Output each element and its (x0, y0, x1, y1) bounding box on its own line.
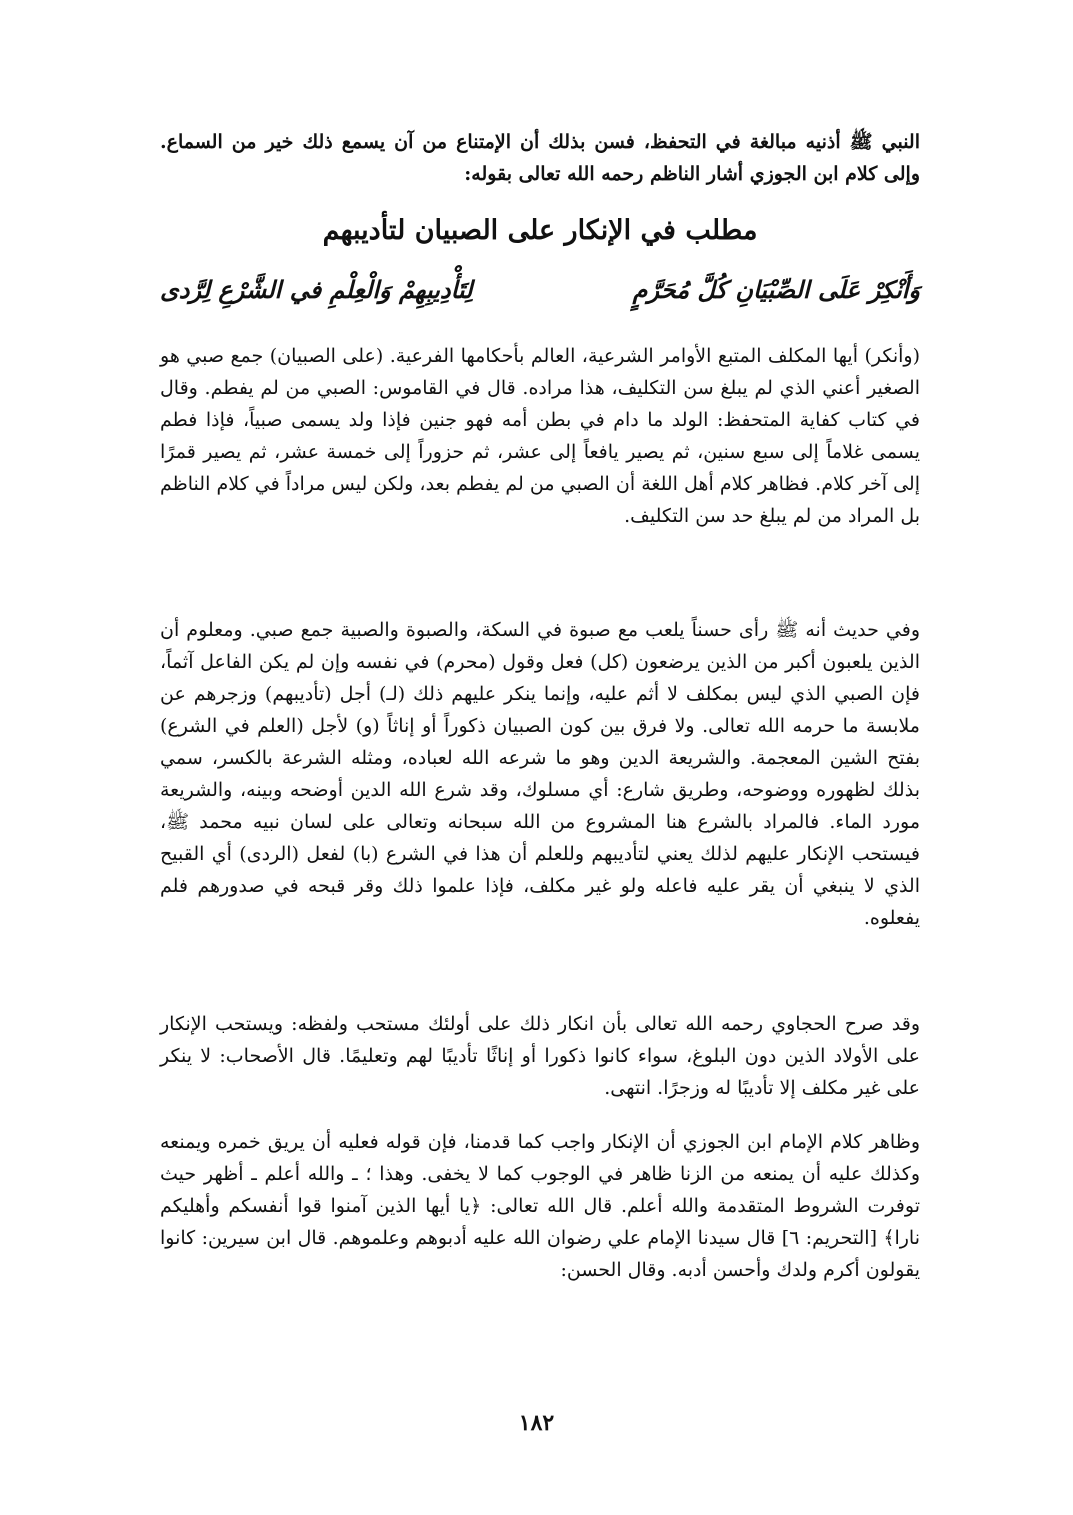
verse-first-hemistich: وَأَنْكِرْ عَلَى الصِّبْيَانِ كُلَّ مُحَرَّمٍ (632, 275, 920, 304)
paragraph-definition: (وأنكر) أيها المكلف المتبع الأوامر الشرعية، العالم بأحكامها الفرعية. (على الصبيان) جمع صبي هو الصغير أعني الذي لم يبلغ سن التكليف، هذا مراده. قال في القاموس: الصبي من لم يفطم. وقال في كتاب كفاية المتحفظ: الولد ما دام في بطن أمه فهو جنين فإذا ولد يسمى صبياً، فإذا فطم يسمى غلاماً إلى سبع سنين، ثم يصير يافعاً إلى عشر، ثم حزوراً إلى خمسة عشر، ثم يصير قمرًا إلى آخر كلام. فظاهر كلام أهل اللغة أن الصبي من لم يفطم بعد، ولكن ليس مراداً في كلام الناظم بل المراد من لم يبلغ حد سن التكليف. (160, 345, 920, 527)
verse-second-hemistich: لِتَأْدِيبِهِمْ وَالْعِلْمِ في الشَّرْعِ لِرَّدى (160, 275, 473, 304)
poem-verse (160, 275, 920, 304)
paragraph-hajjawi: وقد صرح الحجاوي رحمه الله تعالى بأن انكار ذلك على أولئك مستحب ولفظه: ويستحب الإنكار على الأولاد الذين دون البلوغ، سواء كانوا ذكورا أو إناثًا تأديبًا لهم وتعليمًا. قال الأصحاب: لا ينكر على غير مكلف إلا تأديبًا له وزجرًا. انتهى. (160, 1013, 920, 1099)
section-heading: مطلب في الإنكار على الصبيان لتأديبهم (322, 215, 758, 246)
paragraph-ibn-jawzi: وظاهر كلام الإمام ابن الجوزي أن الإنكار واجب كما قدمنا، فإن قوله فعليه أن يريق خمره ويمنعه وكذلك عليه أن يمنعه من الزنا ظاهر في الوجوب كما لا يخفى. وهذا ؛ ـ والله أعلم ـ أظهر حيث توفرت الشروط المتقدمة والله أعلم. قال الله تعالى: ﴿يا أيها الذين آمنوا قوا أنفسكم وأهليكم نارا﴾ [التحريم: ٦] قال سيدنا الإمام علي رضوان الله عليه أدبوهم وعلموهم. قال ابن سيرين: كانوا يقولون أكرم ولدك وأحسن أدبه. وقال الحسن: (160, 1131, 921, 1281)
paragraph-hadith: وفي حديث أنه ﷺ رأى حسناً يلعب مع صبوة في السكة، والصبوة والصبية جمع صبي. ومعلوم أن الذين يلعبون أكبر من الذين يرضعون (كل) فعل وقول (محرم) في نفسه وإن لم يكن الفاعل آثماً، فإن الصبي الذي ليس بمكلف لا أثم عليه، وإنما ينكر عليهم ذلك (لـ) أجل (تأديبهم) وزجرهم عن ملابسة ما حرمه الله تعالى. ولا فرق بين كون الصبيان ذكوراً أو إناثاً (و) لأجل (العلم في الشرع) بفتح الشين المعجمة. والشريعة الدين وهو ما شرعه الله لعباده، ومثله الشرعة بالكسر، سمي بذلك لظهوره ووضوحه، وطريق شارع: أي مسلوك، وقد شرع الله الدين أوضحه وبينه، والشريعة مورد الماء. فالمراد بالشرع هنا المشروع من الله سبحانه وتعالى على لسان نبيه محمد ﷺ، فيستحب الإنكار عليهم لذلك يعني لتأديبهم وللعلم أن هذا في الشرع (با) لفعل (الردى) أي القبيح الذي لا ينبغي أن يقر عليه فاعله ولو غير مكلف، فإذا علموا ذلك وقر قبحه في صدورهم فلم يفعلوه. (160, 619, 920, 929)
intro-paragraph: النبي ﷺ أذنيه مبالغة في التحفظ، فسن بذلك أن الإمتناع من آن يسمع ذلك خير من السماع. وإلى كلام ابن الجوزي أشار الناظم رحمه الله تعالى بقوله: (160, 131, 920, 185)
page-number: ١٨٢ (518, 1410, 555, 1436)
